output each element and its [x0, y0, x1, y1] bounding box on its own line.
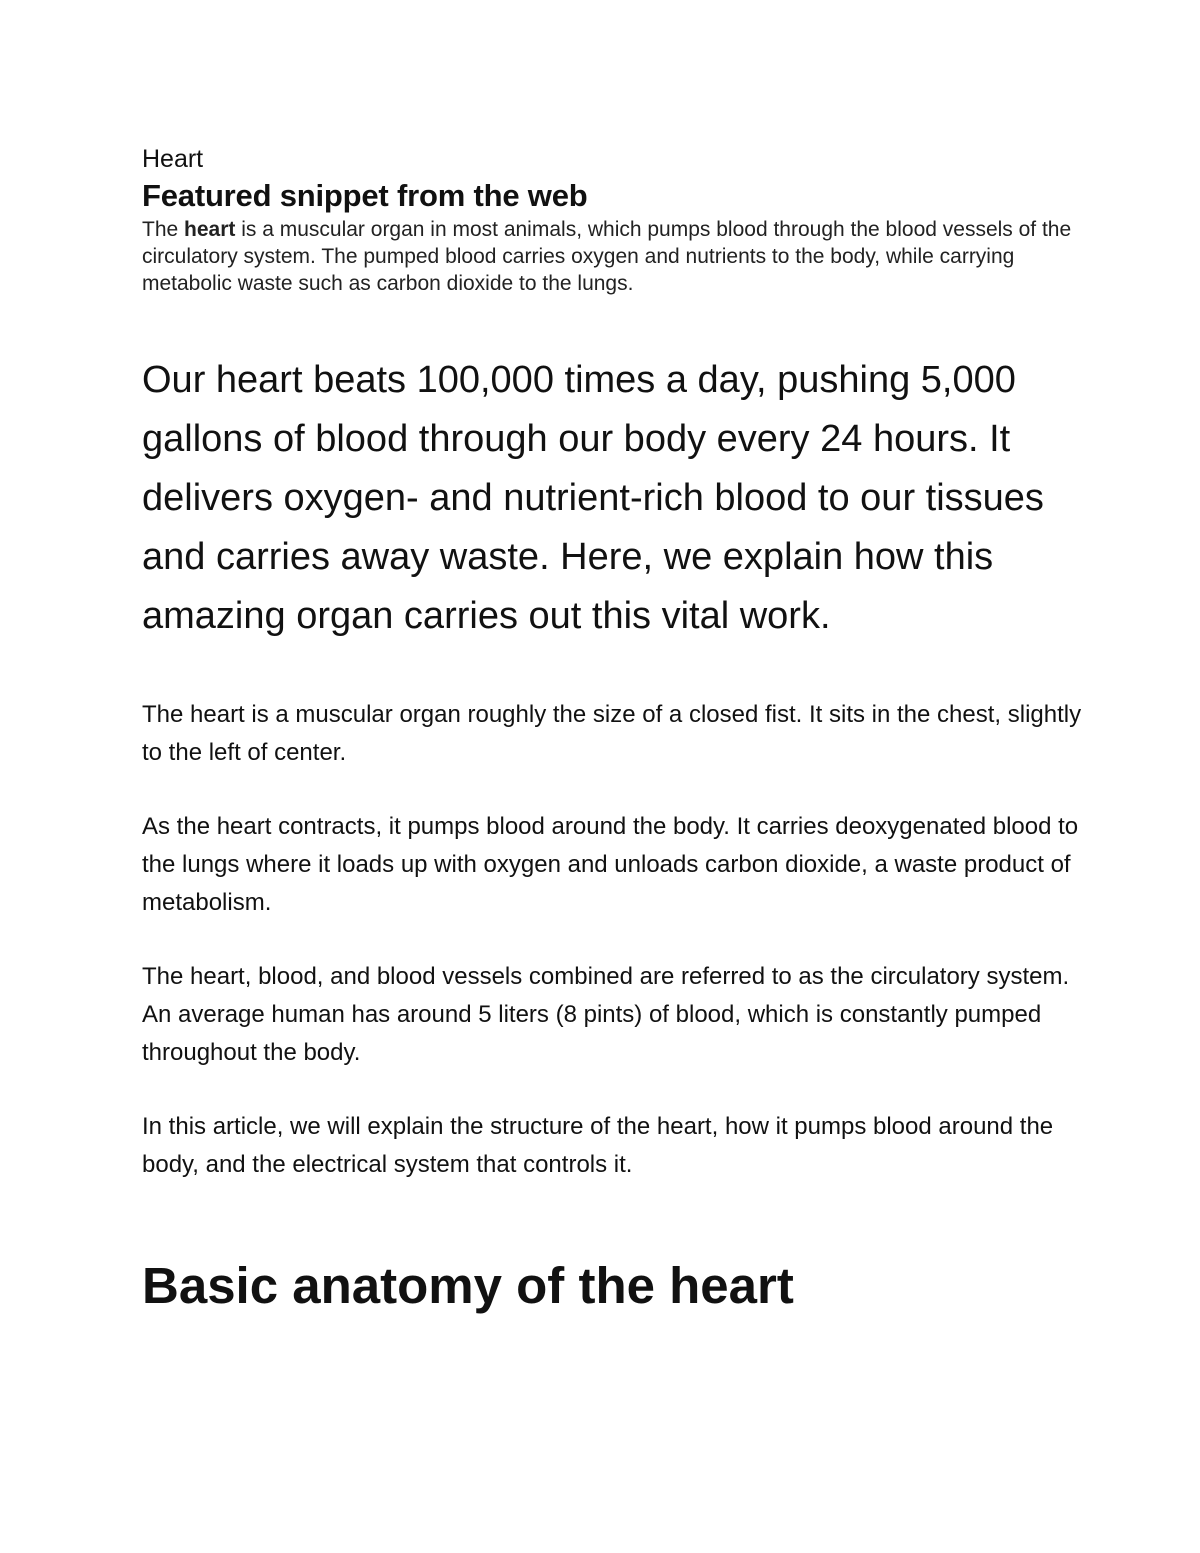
snippet-bold-term: heart — [184, 218, 236, 241]
section-heading: Basic anatomy of the heart — [142, 1257, 794, 1314]
snippet-heading: Featured snippet from the web — [142, 178, 588, 213]
snippet-text — [142, 216, 1082, 297]
snippet-prefix: The — [142, 218, 185, 241]
document-title: Heart — [142, 145, 204, 173]
document-page — [142, 140, 1082, 1316]
lead-paragraph: Our heart beats 100,000 times a day, pushing 5,000 gallons of blood through our body every 24 hours. It delivers oxygen- and nutrient-rich blood to our tissues and carries away waste. Here, we explain how this amazing organ carries out this vital work. — [142, 359, 1044, 637]
snippet-suffix: is a muscular organ in most animals, which pumps blood through the blood vessels of the circulatory system. The pumped blood carries oxygen and nutrients to the body, while carrying metabolic waste such as carbon dioxide to the lungs. — [142, 218, 1072, 295]
body-paragraph: The heart, blood, and blood vessels combined are referred to as the circulatory system. An average human has around 5 liters (8 pints) of blood, which is constantly pumped throughout the body. — [142, 963, 1070, 1066]
body-paragraph: As the heart contracts, it pumps blood around the body. It carries deoxygenated blood to the lungs where it loads up with oxygen and unloads carbon dioxide, a waste product of metabolism. — [142, 813, 1079, 916]
body-paragraph: The heart is a muscular organ roughly the size of a closed fist. It sits in the chest, slightly to the left of center. — [142, 701, 1082, 766]
body-paragraph: In this article, we will explain the structure of the heart, how it pumps blood around the body, and the electrical system that controls it. — [142, 1113, 1054, 1178]
